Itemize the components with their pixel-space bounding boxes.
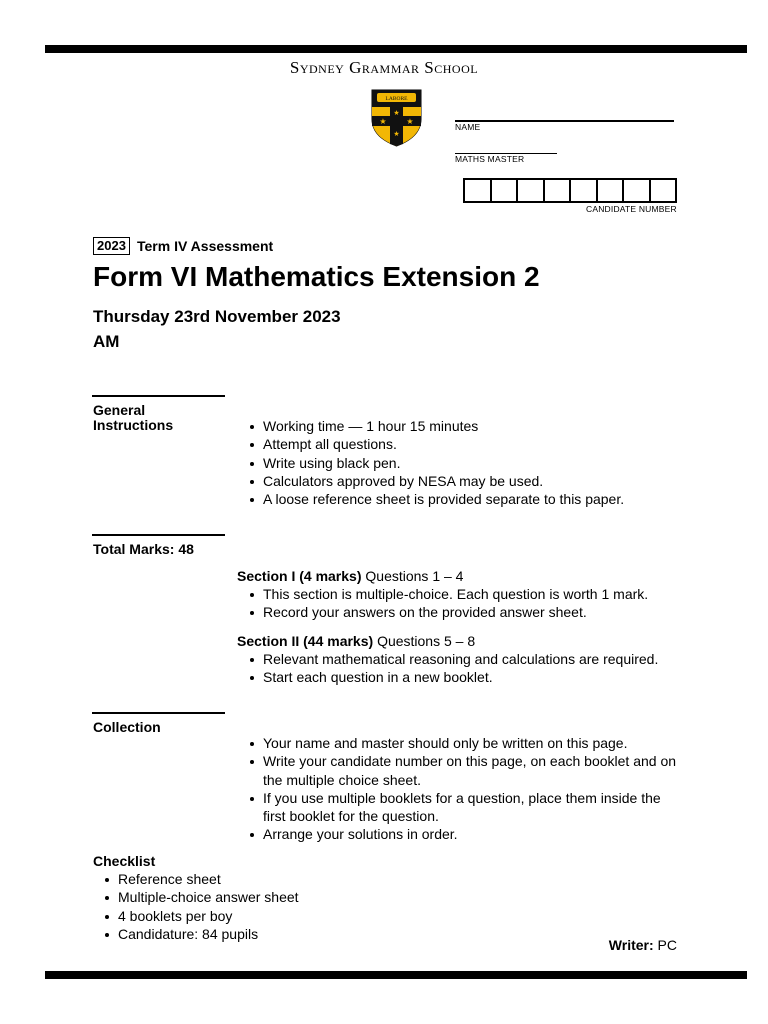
school-crest-icon (371, 89, 422, 147)
exam-date: Thursday 23rd November 2023 (93, 307, 341, 326)
writer-label: Writer: (608, 937, 654, 953)
list-item: Write your candidate number on this page, on each booklet and on the multiple choice sheet. (237, 752, 677, 789)
name-line[interactable] (455, 120, 674, 122)
candidate-digit-box[interactable] (622, 180, 649, 201)
candidate-digit-box[interactable] (516, 180, 543, 201)
list-item: Arrange your solutions in order. (237, 825, 677, 843)
candidate-digit-box[interactable] (596, 180, 623, 201)
section-2-heading (237, 632, 475, 650)
list-item: Working time — 1 hour 15 minutes (237, 417, 677, 435)
total-marks-heading: Total Marks: 48 (93, 541, 194, 557)
list-item: A loose reference sheet is provided separate to this paper. (237, 490, 677, 508)
school-name: Sydney Grammar School (289, 58, 479, 77)
bottom-rule (45, 971, 747, 979)
list-item: Attempt all questions. (237, 435, 677, 453)
list-item: Calculators approved by NESA may be used. (237, 472, 677, 490)
writer-credit (609, 936, 677, 954)
list-item: Relevant mathematical reasoning and calculations are required. (237, 650, 677, 668)
collection-list (237, 734, 677, 844)
top-rule (45, 45, 747, 53)
list-item: Record your answers on the provided answer sheet. (237, 603, 677, 621)
svg-text:★: ★ (406, 117, 414, 126)
section-1-heading (237, 567, 463, 585)
section-1-title: Section I (4 marks) (237, 568, 362, 584)
collection-heading: Collection (93, 719, 161, 735)
writer-value: PC (657, 937, 677, 953)
candidate-digit-box[interactable] (569, 180, 596, 201)
general-divider (92, 395, 225, 397)
general-instructions-list (237, 417, 677, 508)
svg-text:★: ★ (379, 117, 387, 126)
list-item: This section is multiple-choice. Each question is worth 1 mark. (237, 585, 677, 603)
checklist-list (93, 870, 393, 943)
section-2-list (237, 650, 677, 687)
general-heading (93, 403, 173, 433)
exam-term: Term IV Assessment (137, 238, 274, 254)
candidate-digit-box[interactable] (543, 180, 570, 201)
section-2-title: Section II (44 marks) (237, 633, 374, 649)
exam-session: AM (93, 332, 120, 351)
svg-text:★: ★ (393, 110, 400, 117)
candidate-number-boxes[interactable] (463, 178, 677, 203)
list-item: Your name and master should only be written on this page. (237, 734, 677, 752)
list-item: Start each question in a new booklet. (237, 668, 677, 686)
general-heading-line1: General (93, 402, 146, 418)
list-item: Reference sheet (93, 870, 393, 888)
svg-text:★: ★ (393, 131, 400, 138)
candidate-digit-box[interactable] (649, 180, 676, 201)
name-label: NAME (455, 122, 481, 132)
list-item: Multiple-choice answer sheet (93, 888, 393, 906)
candidate-number-label: CANDIDATE NUMBER (586, 204, 677, 214)
candidate-digit-box[interactable] (465, 180, 490, 201)
crest-motto: LABORE (385, 96, 408, 102)
list-item: 4 booklets per boy (93, 907, 393, 925)
section-1-questions: Questions 1 – 4 (365, 568, 464, 584)
exam-year: 2023 (93, 237, 130, 255)
marks-divider (92, 534, 225, 536)
candidate-digit-box[interactable] (490, 180, 517, 201)
checklist-heading: Checklist (93, 853, 156, 869)
list-item: If you use multiple booklets for a question, place them inside the first booklet for the question. (237, 789, 677, 826)
list-item: Candidature: 84 pupils (93, 925, 393, 943)
exam-title: Form VI Mathematics Extension 2 (93, 261, 540, 292)
collection-divider (92, 712, 225, 714)
section-2-questions: Questions 5 – 8 (377, 633, 476, 649)
list-item: Write using black pen. (237, 454, 677, 472)
general-heading-line2: Instructions (93, 417, 174, 433)
master-label: MATHS MASTER (455, 154, 525, 164)
section-1-list (237, 585, 677, 622)
